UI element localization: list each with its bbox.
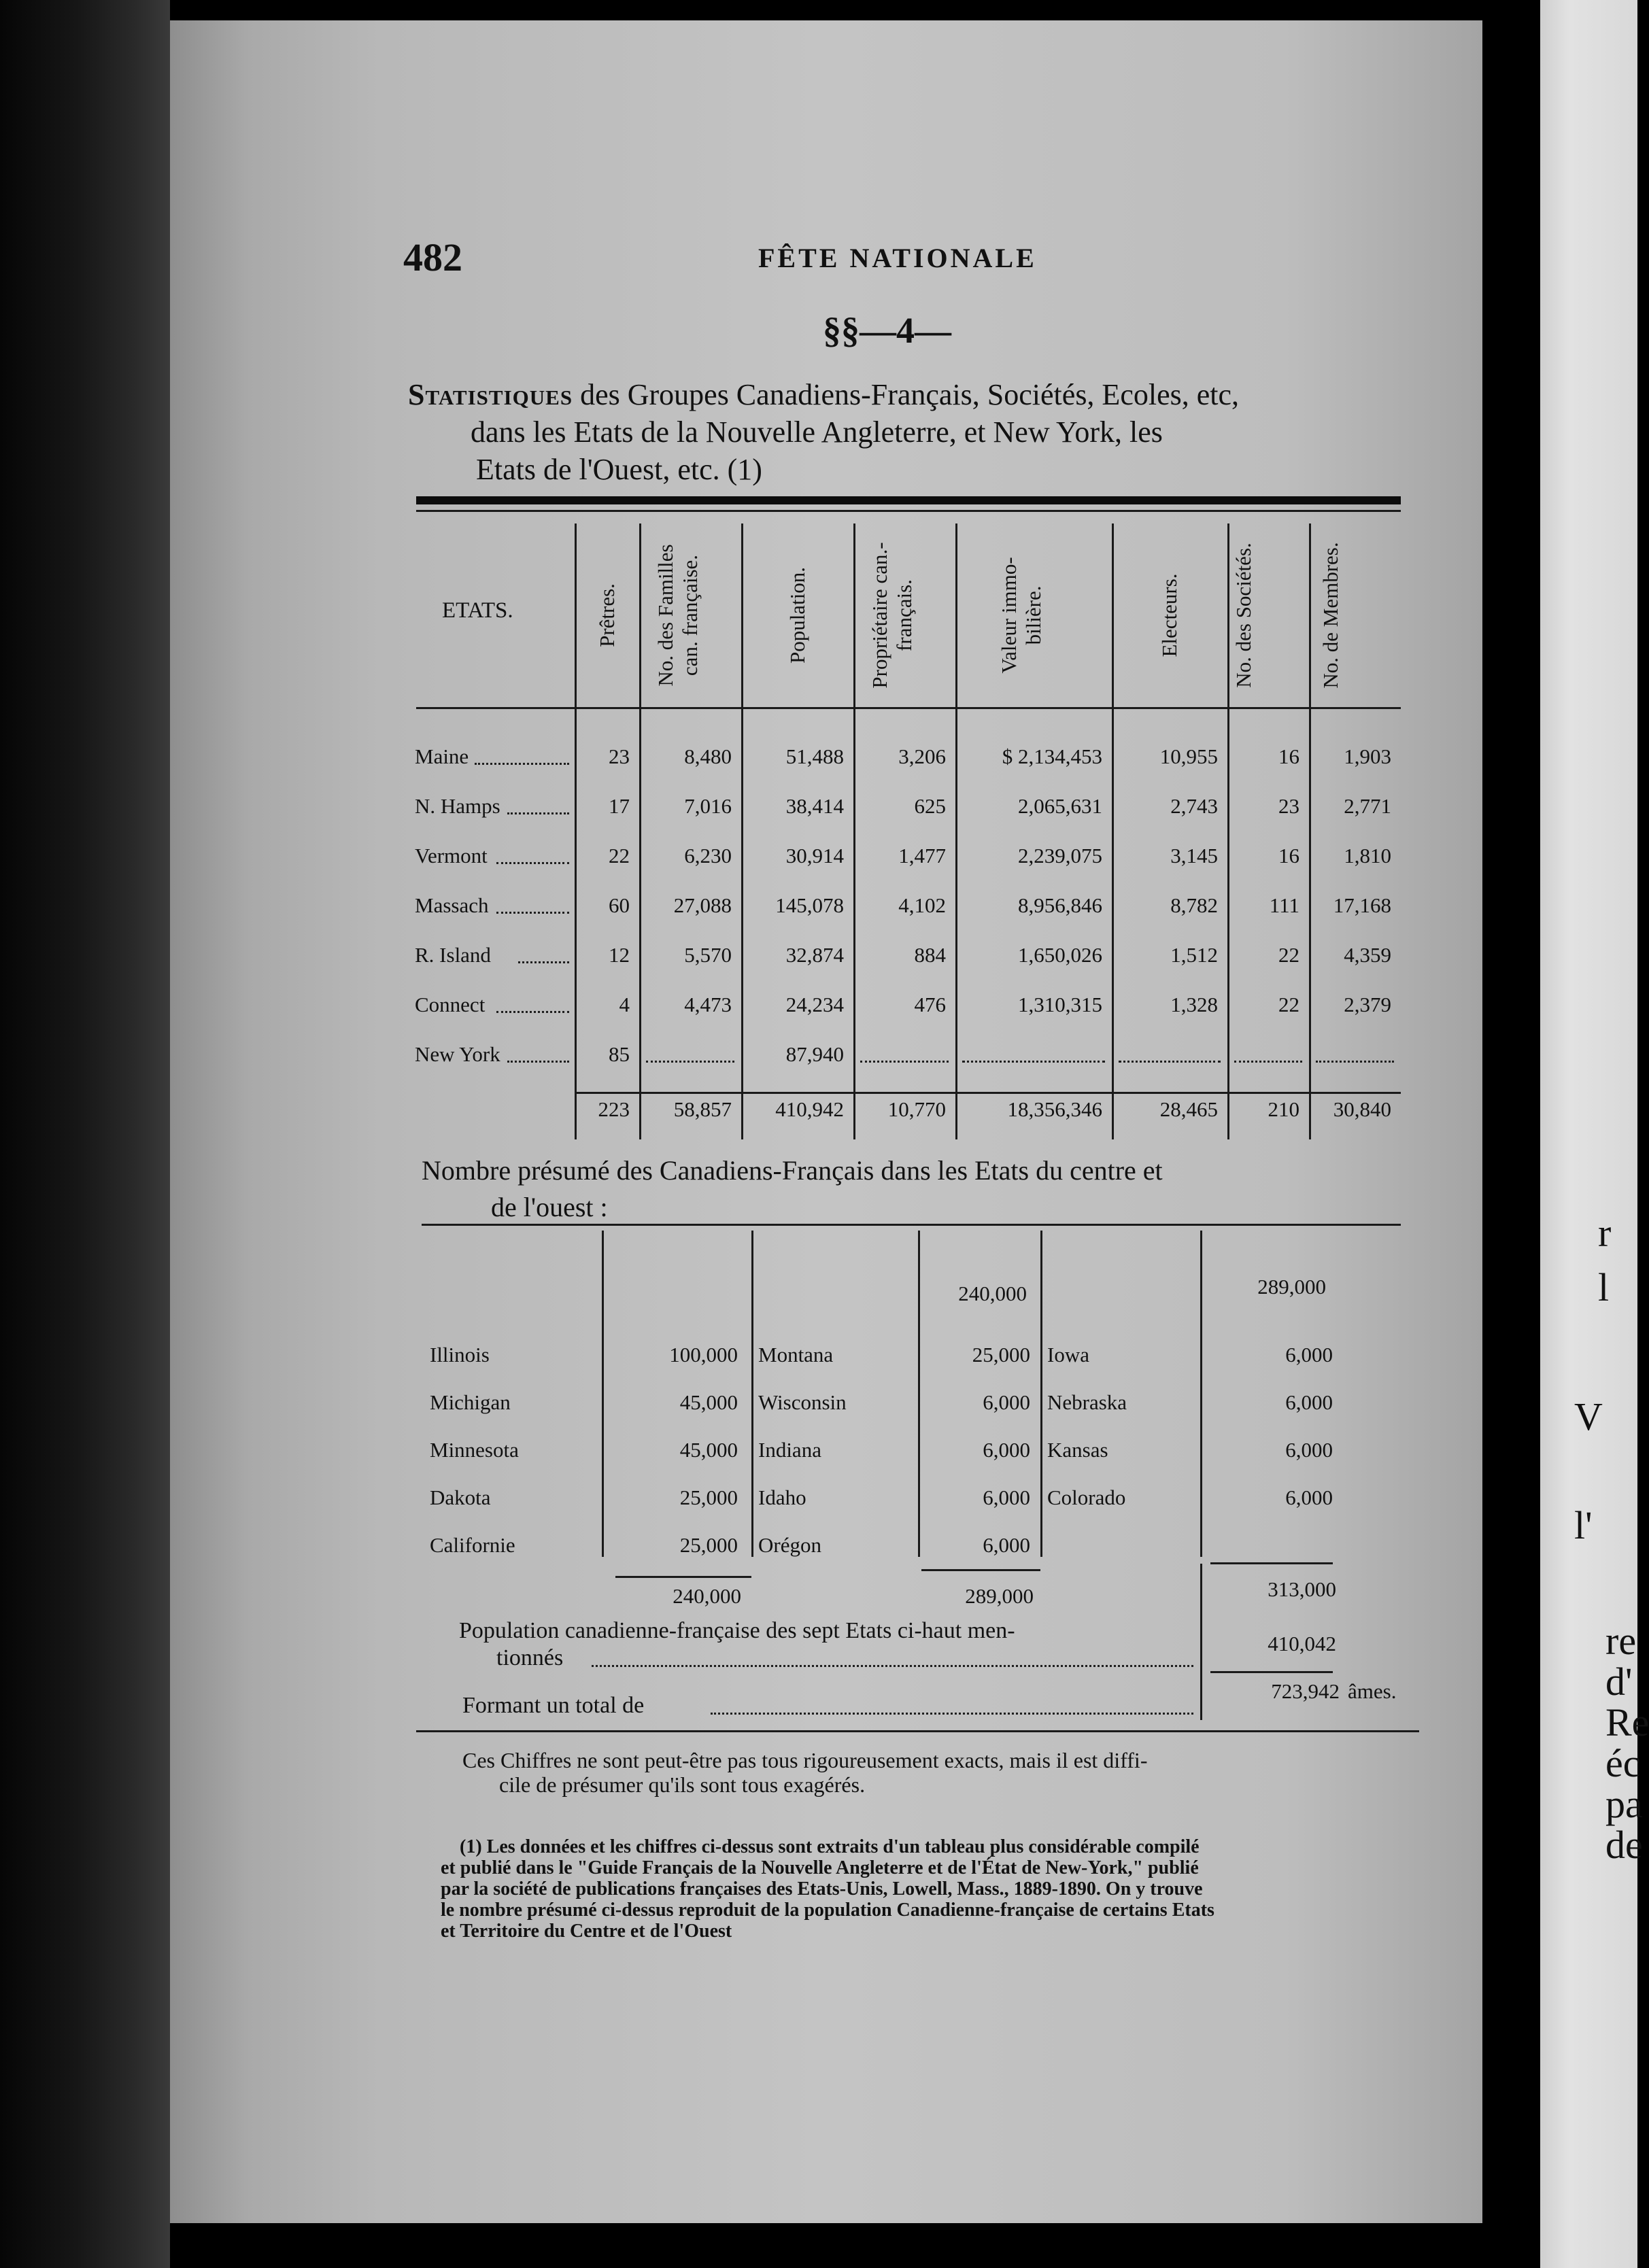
facing-page-fragment: d' [1605, 1660, 1633, 1704]
estimate-value: 6,000 [983, 1438, 1030, 1462]
carry-value: 289,000 [1257, 1275, 1326, 1299]
table-cell: 8,956,846 [1018, 893, 1102, 917]
column-header: Propriétaire can.-français. [868, 542, 916, 689]
table-cell: 51,488 [785, 744, 844, 768]
sum-rule [1210, 1671, 1333, 1673]
table-cell: 87,940 [785, 1042, 844, 1066]
dot-leader [496, 861, 569, 864]
state-name: Wisconsin [758, 1390, 847, 1414]
estimate-value: 6,000 [983, 1390, 1030, 1414]
column-divider [1112, 523, 1114, 1139]
sum-rule [1210, 1562, 1333, 1564]
estimate-value: 6,000 [1285, 1485, 1333, 1509]
table-cell: 38,414 [785, 794, 844, 818]
estimate-value: 25,000 [679, 1485, 738, 1509]
table-cell: 6,230 [684, 844, 732, 867]
table-cell: 2,771 [1344, 794, 1391, 818]
dot-leader [592, 1664, 1193, 1667]
facing-page-fragment: V [1574, 1394, 1603, 1439]
table2-top-rule [422, 1224, 1401, 1226]
table-cell: 16 [1278, 744, 1299, 768]
empty-cell-leader [962, 1060, 1105, 1063]
total-unit: âmes. [1348, 1679, 1397, 1703]
estimate-value: 6,000 [983, 1533, 1030, 1557]
empty-cell-leader [646, 1060, 734, 1063]
state-name: Kansas [1047, 1438, 1108, 1462]
sum-rule [921, 1569, 1040, 1571]
table-cell: 884 [914, 943, 946, 967]
table-cell: 2,239,075 [1018, 844, 1102, 867]
header-rule [416, 707, 1401, 709]
table-cell: 8,782 [1170, 893, 1218, 917]
total-label: Formant un total de [462, 1693, 645, 1718]
state-name: N. Hamps [415, 794, 500, 818]
column-divider [1309, 523, 1311, 1139]
total-cell: 58,857 [673, 1097, 732, 1121]
state-name: Colorado [1047, 1485, 1126, 1509]
sum-value: 289,000 [965, 1584, 1034, 1608]
table-top-rule [416, 496, 1401, 504]
book-gutter [1482, 0, 1540, 2268]
table-cell: 3,145 [1170, 844, 1218, 867]
table-cell: 2,065,631 [1018, 794, 1102, 818]
table-cell: 1,477 [898, 844, 946, 867]
table-cell: 8,480 [684, 744, 732, 768]
table-cell: 23 [609, 744, 630, 768]
estimate-value: 100,000 [669, 1343, 738, 1367]
estimate-value: 45,000 [679, 1438, 738, 1462]
table-cell: 1,810 [1344, 844, 1391, 867]
total-cell: 10,770 [887, 1097, 946, 1121]
state-name: Minnesota [430, 1438, 519, 1462]
table-cell: 111 [1269, 893, 1299, 917]
footnote-line-4: le nombre présumé ci-dessus reproduit de la population Canadienne-française de certains Etats [441, 1900, 1214, 1921]
table-cell: 4 [619, 993, 630, 1016]
title-caps: Statistiques [408, 378, 573, 411]
table-cell: 3,206 [898, 744, 946, 768]
dot-leader [496, 1010, 569, 1013]
state-name: Iowa [1047, 1343, 1089, 1367]
table-cell: 145,078 [775, 893, 844, 917]
facing-page-fragment: r [1598, 1211, 1612, 1255]
section-marker: §§—4— [823, 310, 951, 351]
dot-leader [475, 762, 569, 765]
state-name: Vermont [415, 844, 488, 867]
state-name: Idaho [758, 1485, 806, 1509]
table-cell: 4,473 [684, 993, 732, 1016]
table-cell: 10,955 [1159, 744, 1218, 768]
table-cell: 5,570 [684, 943, 732, 967]
empty-cell-leader [1119, 1060, 1221, 1063]
empty-cell-leader [860, 1060, 949, 1063]
table-cell: 22 [1278, 993, 1299, 1016]
table-cell: 24,234 [785, 993, 844, 1016]
empty-cell-leader [1234, 1060, 1302, 1063]
table-cell: 625 [914, 794, 946, 818]
table-cell: 23 [1278, 794, 1299, 818]
state-name: New York [415, 1042, 500, 1066]
page-number: 482 [403, 235, 462, 279]
total-cell: 30,840 [1333, 1097, 1391, 1121]
column-divider [1227, 523, 1229, 1139]
population-label: Population canadienne-française des sept Etats ci-haut men- [459, 1618, 1015, 1643]
table-cell: 476 [914, 993, 946, 1016]
table2-heading: Nombre présumé des Canadiens-Français dans les Etats du centre et [422, 1155, 1163, 1186]
column-header: No. de Membres. [1318, 542, 1342, 689]
state-name: Indiana [758, 1438, 821, 1462]
total-cell: 210 [1268, 1097, 1299, 1121]
state-name: Massach [415, 893, 489, 917]
table-cell: 4,102 [898, 893, 946, 917]
table-cell: 2,379 [1344, 993, 1391, 1016]
table-cell: 16 [1278, 844, 1299, 867]
column-header-etats: ETATS. [442, 598, 513, 623]
title-line-1: des Groupes Canadiens-Français, Sociétés, Ecoles, etc, [580, 378, 1240, 411]
dot-leader [711, 1712, 1193, 1715]
estimate-value: 6,000 [1285, 1390, 1333, 1414]
column-divider [853, 523, 855, 1139]
state-name: Dakota [430, 1485, 491, 1509]
table-cell: $ 2,134,453 [1002, 744, 1102, 768]
dot-leader [518, 961, 569, 963]
estimate-value: 6,000 [983, 1485, 1030, 1509]
table-cell: 17 [609, 794, 630, 818]
facing-page-fragment: Re [1605, 1700, 1649, 1745]
column-divider [1040, 1231, 1042, 1557]
table-cell: 1,650,026 [1018, 943, 1102, 967]
facing-page-fragment: pa [1605, 1782, 1643, 1826]
column-header: No. des Sociétés. [1231, 543, 1255, 688]
estimate-value: 6,000 [1285, 1438, 1333, 1462]
footnote-line-5: et Territoire du Centre et de l'Ouest [441, 1921, 732, 1942]
population-label-line-2: tionnés [496, 1645, 564, 1670]
population-value: 410,042 [1268, 1632, 1336, 1655]
total-cell: 410,942 [775, 1097, 844, 1121]
facing-page-fragment: l [1598, 1265, 1610, 1309]
title-line-2: dans les Etats de la Nouvelle Angleterre, et New York, les [471, 415, 1163, 449]
table-cell: 60 [609, 893, 630, 917]
column-header: Prêtres. [594, 583, 619, 647]
facing-page-edge [1540, 0, 1649, 2268]
table-cell: 1,512 [1170, 943, 1218, 967]
footnote-line-1: (1) Les données et les chiffres ci-dessus sont extraits d'un tableau plus considérable compilé [460, 1836, 1200, 1857]
footnote-line-3: par la société de publications françaises des Etats-Unis, Lowell, Mass., 1889-1890. On y trouve [441, 1878, 1203, 1900]
table-cell: 1,328 [1170, 993, 1218, 1016]
left-binding-shadow [0, 0, 170, 2268]
table-cell: 12 [609, 943, 630, 967]
empty-cell-leader [1316, 1060, 1394, 1063]
state-name: Nebraska [1047, 1390, 1127, 1414]
estimate-value: 45,000 [679, 1390, 738, 1414]
facing-page-fragment: éc [1605, 1741, 1641, 1785]
state-name: Montana [758, 1343, 834, 1367]
column-divider [955, 523, 957, 1139]
table-cell: 17,168 [1333, 893, 1391, 917]
state-name: Maine [415, 744, 469, 768]
dot-leader [507, 812, 569, 814]
dot-leader [507, 1060, 569, 1063]
table-cell: 7,016 [684, 794, 732, 818]
table-cell: 85 [609, 1042, 630, 1066]
table-title [408, 377, 1239, 413]
total-cell: 223 [598, 1097, 630, 1121]
dot-leader [496, 911, 569, 914]
total-value: 723,942 [1271, 1679, 1340, 1703]
table-cell: 1,903 [1344, 744, 1391, 768]
sum-value: 313,000 [1268, 1577, 1336, 1601]
facing-page-fragment: re [1605, 1619, 1637, 1663]
table-cell: 22 [609, 844, 630, 867]
column-header: Population. [785, 566, 809, 664]
carry-value: 240,000 [958, 1282, 1027, 1305]
facing-page-fragment: de [1605, 1823, 1643, 1867]
sum-value: 240,000 [673, 1584, 741, 1608]
total-cell: 18,356,346 [1007, 1097, 1102, 1121]
table-cell: 30,914 [785, 844, 844, 867]
table-top-rule-thin [416, 510, 1401, 512]
note-rule [416, 1730, 1419, 1732]
estimate-value: 25,000 [679, 1533, 738, 1557]
state-name: Connect [415, 993, 486, 1016]
footnote-line-2: et publié dans le "Guide Français de la Nouvelle Angleterre et de l'État de New-York," publié [441, 1857, 1199, 1878]
totals-rule [575, 1092, 1401, 1094]
total-cell: 28,465 [1159, 1097, 1218, 1121]
table2-heading-line-2: de l'ouest : [491, 1192, 608, 1222]
table-cell: 32,874 [785, 943, 844, 967]
column-header: No. des Familles can. française. [653, 544, 702, 687]
state-name: R. Island [415, 943, 491, 967]
facing-page-fragment: l' [1574, 1503, 1593, 1547]
column-header: Electeurs. [1157, 573, 1181, 657]
table-cell: 4,359 [1344, 943, 1391, 967]
note-line-1: Ces Chiffres ne sont peut-être pas tous rigoureusement exacts, mais il est diffi- [462, 1748, 1148, 1772]
table-cell: 2,743 [1170, 794, 1218, 818]
table-cell: 27,088 [673, 893, 732, 917]
title-line-3: Etats de l'Ouest, etc. (1) [476, 453, 762, 486]
sum-rule [615, 1576, 751, 1578]
state-name: Michigan [430, 1390, 511, 1414]
state-name: Orégon [758, 1533, 821, 1557]
table-cell: 1,310,315 [1018, 993, 1102, 1016]
table-cell: 22 [1278, 943, 1299, 967]
note-line-2: cile de présumer qu'ils sont tous exagérés. [499, 1772, 866, 1797]
estimate-value: 25,000 [972, 1343, 1030, 1367]
running-head: FÊTE NATIONALE [758, 243, 1037, 273]
column-header: Valeur immo-bilière. [997, 557, 1045, 674]
column-divider [751, 1231, 753, 1557]
estimate-value: 6,000 [1285, 1343, 1333, 1367]
state-name: Illinois [430, 1343, 490, 1367]
state-name: Californie [430, 1533, 515, 1557]
column-divider [639, 523, 641, 1139]
